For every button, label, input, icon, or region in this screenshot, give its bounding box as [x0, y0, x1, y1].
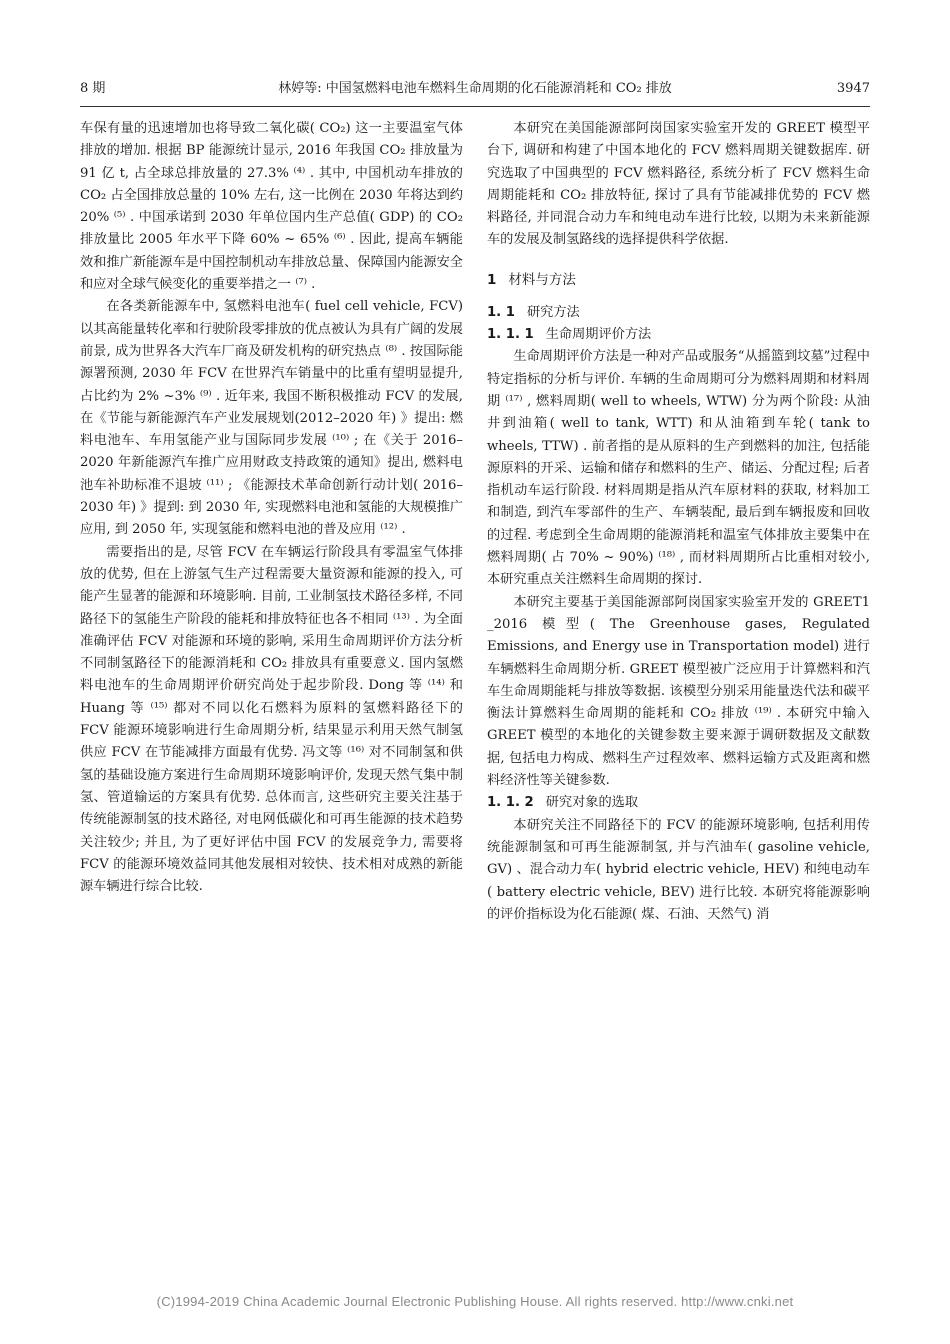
paragraph: 本研究在美国能源部阿岗国家实验室开发的 GREET 模型平台下, 调研和构建了中国本地化的 FCV 燃料周期关键数据库. 研究选取了中国典型的 FCV 燃料路径, 系统分析了 FCV 燃料生命周期能耗和 CO₂ 排放特征, 探讨了具有节能减排优势的 FCV 燃料路径, 并同混合动力车和纯电动车进行比较, 以期为未来新能源车的发展及制氢路线的选择提供科学依据. [487, 121, 870, 248]
right-column [487, 118, 870, 1228]
paragraph: 在各类新能源车中, 氢燃料电池车( fuel cell vehicle, FCV) 以其高能量转化率和行驶阶段零排放的优点被认为具有广阔的发展前景, 成为世界各大汽车厂商及研发机构的研究热点 ⁽⁸⁾ . 按国际能源署预测, 2030 年 FCV 在世界汽车销量中的比重有望明显提升, 占比约为 2% ~3% ⁽⁹⁾ . 近年来, 我国不断积极推动 FCV 的发展, 在《节能与新能源汽车产业发展规划(2012–2020 年) 》提出: 燃料电池车、车用氢能产业与国际同步发展 ⁽¹⁰⁾ ; 在《关于 2016–2020 年新能源汽车推广应用财政支持政策的通知》提出, 燃料电池车补助标准不退坡 ⁽¹¹⁾ ; 《能源技术革命创新行动计划( 2016–2030 年) 》提到: 到 2030 年, 实现燃料电池和氢能的大规模推广应用, 到 2050 年, 实现氢能和燃料电池的普及应用 ⁽¹²⁾ . [80, 299, 463, 538]
subsection-number: 1. 1 [487, 304, 515, 320]
paragraph: 本研究关注不同路径下的 FCV 的能源环境影响, 包括利用传统能源制氢和可再生能源制氢, 并与汽油车( gasoline vehicle, GV) 、混合动力车( hybrid electric vehicle, HEV) 和纯电动车( battery electric vehicle, BEV) 进行比较. 本研究将能源影响的评价指标设为化石能源( 煤、石油、天然气) 消 [487, 817, 870, 922]
running-header [80, 78, 870, 100]
subsubsection-number: 1. 1. 1 [487, 327, 534, 343]
issue-label: 8 期 [80, 81, 106, 96]
copyright-footer: (C)1994-2019 China Academic Journal Electronic Publishing House. All rights reserved. http://www.cnki.net [156, 1294, 794, 1309]
header-divider [80, 106, 870, 107]
subsection-heading [487, 302, 870, 324]
subsubsection-heading [487, 324, 870, 346]
subsubsection-number: 1. 1. 2 [487, 795, 534, 811]
page-number: 3947 [836, 81, 870, 96]
subsubsection-heading [487, 792, 870, 814]
paragraph: 需要指出的是, 尽管 FCV 在车辆运行阶段具有零温室气体排放的优势, 但在上游氢气生产过程需要大量资源和能源的投入, 可能产生显著的能源和环境影响. 目前, 工业制氢技术路径多样, 不同路径下的氢能生产阶段的能耗和排放特征也各不相同 ⁽¹³⁾ . 为全面准确评估 FCV 对能源和环境的影响, 采用生命周期评价方法分析不同制氢路径下的能源消耗和 CO₂ 排放具有重要意义. 国内氢燃料电池车的生命周期评价研究尚处于起步阶段. Dong 等 ⁽¹⁴⁾ 和 Huang 等 ⁽¹⁵⁾ 都对不同以化石燃料为原料的氢燃料路径下的 FCV 能源环境影响进行生命周期分析, 结果显示利用天然气制氢供应 FCV 在节能减排方面最有优势. 冯文等 ⁽¹⁶⁾ 对不同制氢和供氢的基础设施方案进行生命周期环境影响评价, 发现天然气集中制氢、管道输运的方案具有优势. 总体而言, 这些研究主要关注基于传统能源制氢的技术路径, 对电网低碳化和可再生能源的技术趋势关注较少; 并且, 为了更好评估中国 FCV 的发展竞争力, 需要将 FCV 的能源环境效益同其他发展相对较快、技术相对成熟的新能源车辆进行综合比较. [80, 544, 463, 895]
subsubsection-title: 生命周期评价方法 [545, 327, 652, 343]
section-number: 1 [487, 271, 497, 288]
left-column [80, 118, 463, 1228]
section-heading [487, 268, 870, 292]
running-title: 林婷等: 中国氢燃料电池车燃料生命周期的化石能源消耗和 CO₂ 排放 [278, 81, 672, 96]
subsection-title: 研究方法 [526, 304, 580, 320]
section-title: 材料与方法 [508, 271, 576, 288]
subsubsection-title: 研究对象的选取 [545, 795, 639, 811]
paragraph: 生命周期评价方法是一种对产品或服务“从摇篮到坟墓”过程中特定指标的分析与评价. 车辆的生命周期可分为燃料周期和材料周期 ⁽¹⁷⁾ , 燃料周期( well to wheels, WTW) 分为两个阶段: 从油井到油箱( well to tank, WTT) 和从油箱到车轮( tank to wheels, TTW) . 前者指的是从原料的生产到燃料的加注, 包括能源原料的开采、运输和储存和燃料的生产、储运、分配过程; 后者指机动车运行阶段. 材料周期是指从汽车原材料的获取, 材料加工和制造, 到汽车零部件的生产、车辆装配, 最后到车辆报废和回收的过程. 考虑到全生命周期的能源消耗和温室气体排放主要集中在燃料周期( 占 70% ~ 90%) ⁽¹⁸⁾ , 而材料周期所占比重相对较小, 本研究重点关注燃料生命周期的探讨. [487, 349, 870, 588]
paragraph: 本研究主要基于美国能源部阿岗国家实验室开发的 GREET1 _2016 模型( The Greenhouse gases, Regulated Emissions, and Energy use in Transportation model) 进行车辆燃料生命周期分析. GREET 模型被广泛应用于计算燃料和汽车生命周期能耗与排放等数据. 该模型分别采用能量迭代法和碳平衡法计算燃料生命周期的能耗和 CO₂ 排放 ⁽¹⁹⁾ . 本研究中输入 GREET 模型的本地化的关键参数主要来源于调研数据及文献数据, 包括电力构成、燃料生产过程效率、燃料运输方式及距离和燃料经济性等关键参数. [487, 594, 870, 789]
paragraph: 车保有量的迅速增加也将导致二氧化碳( CO₂) 这一主要温室气体排放的增加. 根据 BP 能源统计显示, 2016 年我国 CO₂ 排放量为 91 亿 t, 占全球总排放量的 27.3% ⁽⁴⁾ . 其中, 中国机动车排放的 CO₂ 占全国排放总量的 10% 左右, 这一比例在 2030 年将达到约 20% ⁽⁵⁾ . 中国承诺到 2030 年单位国内生产总值( GDP) 的 CO₂ 排放量比 2005 年水平下降 60% ~ 65% ⁽⁶⁾ . 因此, 提高车辆能效和推广新能源车是中国控制机动车排放总量、保障国内能源安全和应对全球气候变化的重要举措之一 ⁽⁷⁾ . [80, 121, 463, 293]
